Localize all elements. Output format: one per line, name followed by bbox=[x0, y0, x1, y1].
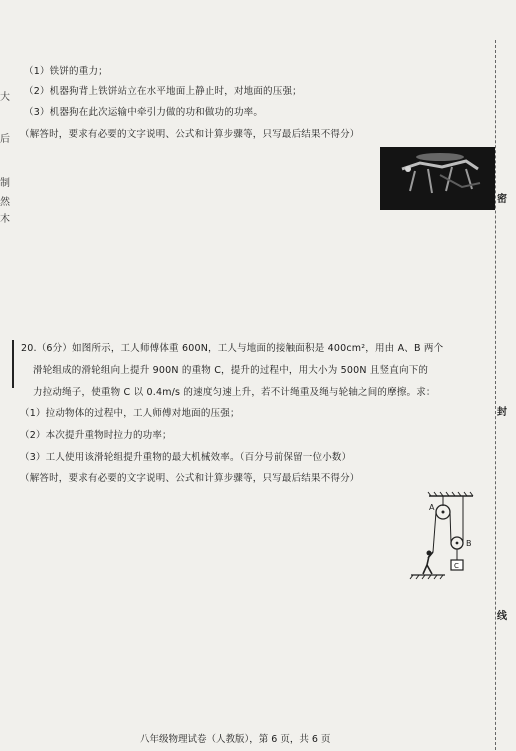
left-bracket bbox=[12, 340, 18, 388]
problem-20-line-1: 20.（6分）如图所示，工人师傅体重 600N，工人与地面的接触面积是 400cm²，用由 A、B 两个 bbox=[21, 343, 444, 354]
binding-char-seal: 密 bbox=[497, 194, 507, 205]
margin-fragment: 制 bbox=[0, 178, 10, 189]
question-1-part-3: （3）机器狗在此次运输中牵引力做的功和做功的功率。 bbox=[24, 107, 264, 118]
page-footer: 八年级物理试卷（人教版），第 6 页，共 6 页 bbox=[140, 734, 331, 745]
problem-20-part-2: （2）本次提升重物时拉力的功率； bbox=[20, 430, 172, 441]
question-1-part-1: （1）铁饼的重力； bbox=[24, 66, 108, 77]
binding-char-line: 线 bbox=[497, 611, 507, 622]
margin-fragment: 木 bbox=[0, 214, 10, 225]
weight-c-label: C bbox=[454, 562, 459, 570]
margin-fragment: 然 bbox=[0, 197, 10, 208]
pulley-a-label: A bbox=[429, 503, 435, 512]
robot-dog-photo bbox=[380, 147, 495, 210]
margin-fragment: 大 bbox=[0, 92, 10, 103]
margin-fragment: 后 bbox=[0, 134, 10, 145]
question-1-part-2: （2）机器狗背上铁饼站立在水平地面上静止时，对地面的压强； bbox=[24, 86, 302, 97]
problem-20-part-3: （3）工人使用该滑轮组提升重物的最大机械效率。（百分号前保留一位小数） bbox=[20, 452, 352, 463]
pulley-b-label: B bbox=[466, 539, 472, 548]
binding-char-close: 封 bbox=[497, 407, 507, 418]
binding-dashed-line bbox=[495, 40, 496, 750]
problem-20-line-3: 力拉动绳子，使重物 C 以 0.4m/s 的速度匀速上升，若不计绳重及绳与轮轴之间的摩擦。求： bbox=[33, 387, 436, 398]
problem-20-line-2: 滑轮组成的滑轮组向上提升 900N 的重物 C，提升的过程中，用大小为 500N 且竖直向下的 bbox=[33, 365, 429, 376]
question-1-note: （解答时，要求有必要的文字说明、公式和计算步骤等，只写最后结果不得分） bbox=[20, 129, 360, 140]
pulley-diagram bbox=[405, 490, 485, 585]
problem-20-note: （解答时，要求有必要的文字说明、公式和计算步骤等，只写最后结果不得分） bbox=[20, 473, 360, 484]
problem-20-part-1: （1）拉动物体的过程中，工人师傅对地面的压强； bbox=[20, 408, 240, 419]
